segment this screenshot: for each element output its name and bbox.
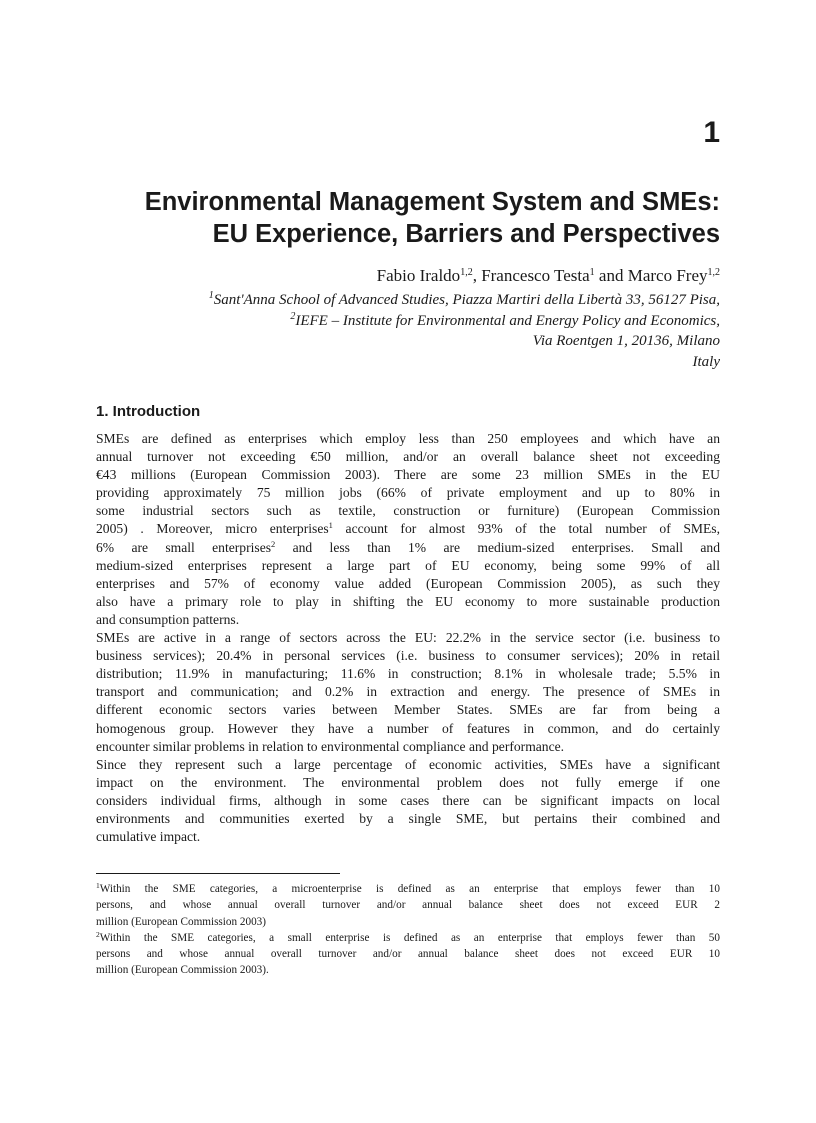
text-line: enterprises and 57% of economy value added (European Commission 2005), as such they	[96, 575, 720, 591]
section-heading: 1. Introduction	[96, 403, 201, 420]
author-3-name: and Marco Frey	[594, 266, 708, 285]
text-line: some industrial sectors such as textile, construction or furniture) (European Commission	[96, 503, 720, 519]
text-line: €43 millions (European Commission 2003). There are some 23 million SMEs in the EU	[96, 467, 720, 483]
footnote-1-mark: 1	[96, 881, 100, 890]
chapter-number: 1	[703, 116, 720, 149]
affiliation-1-text: Sant'Anna School of Advanced Studies, Piazza Martiri della Libertà 33, 56127 Pisa,	[213, 292, 720, 308]
text-line: impact on the environment. The environmental problem does not fully emerge if one	[96, 774, 720, 790]
text-segment: 6% are small enterprises	[96, 539, 272, 555]
footnote-1-line: million (European Commission 2003)	[96, 915, 266, 928]
text-line	[96, 539, 720, 557]
author-1-name: Fabio Iraldo	[376, 266, 461, 285]
text-line: providing approximately 75 million jobs (66% of private employment and up to 80% in	[96, 485, 720, 501]
text-line: medium-sized enterprises represent a large part of EU economy, being some 99% of all	[96, 557, 720, 573]
author-1-affiliation-mark: 1,2	[460, 267, 473, 278]
chapter-title-line-1: Environmental Management System and SMEs:	[144, 188, 720, 216]
text-line	[96, 520, 720, 538]
footnote-divider	[96, 873, 340, 874]
author-2-affiliation-mark: 1	[589, 267, 595, 278]
text-segment: 2005) . Moreover, micro enterprises	[96, 521, 329, 537]
author-2-name: , Francesco Testa	[472, 266, 590, 285]
affiliations	[96, 290, 720, 372]
text-line: cumulative impact.	[96, 829, 201, 845]
text-line: transport and communication; and 0.2% in extraction and energy. The presence of SMEs in	[96, 684, 720, 700]
text-line: business services); 20.4% in personal services (i.e. business to consumer services); 20% in retail	[96, 648, 720, 664]
body-text	[96, 430, 720, 846]
text-line: annual turnover not exceeding €50 million, and/or an overall balance sheet not exceeding	[96, 449, 720, 465]
text-segment: account for almost 93% of the total number of SMEs,	[332, 521, 720, 537]
footnote-2-line	[96, 930, 720, 946]
text-line: different economic sectors varies between Member States. SMEs are far from being a	[96, 702, 720, 718]
footnote-2-line: persons and whose annual overall turnover and/or annual balance sheet does not exceed EUR 10	[96, 948, 720, 961]
text-segment: and less than 1% are medium-sized enterprises. Small and	[275, 539, 720, 555]
text-line: Since they represent such a large percentage of economic activities, SMEs have a significant	[96, 756, 720, 772]
affiliation-2-address: Via Roentgen 1, 20136, Milano	[532, 333, 720, 349]
footnote-1-line	[96, 881, 720, 897]
text-line: distribution; 11.9% in manufacturing; 11.6% in construction; 8.1% in wholesale trade; 5.5% in	[96, 666, 720, 682]
affiliation-1-mark: 1	[208, 290, 214, 301]
document-page	[96, 0, 720, 1123]
author-3-affiliation-mark: 1,2	[707, 267, 720, 278]
text-line: also have a primary role to play in shifting the EU economy to more sustainable production	[96, 593, 720, 609]
footnote-text: Within the SME categories, a small enterprise is defined as an enterprise that employs fewer than 50	[99, 931, 720, 944]
text-line: and consumption patterns.	[96, 611, 240, 627]
text-line: SMEs are active in a range of sectors across the EU: 22.2% in the service sector (i.e. business to	[96, 630, 720, 646]
affiliation-2-mark: 2	[290, 310, 296, 322]
chapter-title-line-2: EU Experience, Barriers and Perspectives	[212, 220, 720, 248]
text-line: homogenous group. However they have a number of features in common, and do certainly	[96, 720, 720, 736]
affiliation-2-country: Italy	[692, 353, 720, 370]
text-line: considers individual firms, although in some cases there can be significant impacts on local	[96, 792, 720, 808]
affiliation-2	[96, 311, 720, 332]
text-line: SMEs are defined as enterprises which employ less than 250 employees and which have an	[96, 431, 720, 446]
footnote-1-line: persons, and whose annual overall turnover and/or annual balance sheet does not exceed EUR 2	[96, 899, 720, 912]
author-list	[377, 265, 720, 287]
footnote-ref-2: 2	[271, 538, 276, 549]
text-line: encounter similar problems in relation to environmental compliance and performance.	[96, 738, 565, 754]
footnote-ref-1: 1	[328, 520, 333, 531]
chapter-title	[96, 186, 720, 250]
affiliation-2-text: IEFE – Institute for Environmental and Energy Policy and Economics,	[295, 312, 720, 329]
footnotes	[96, 881, 720, 979]
text-line: environments and communities exerted by a single SME, but pertains their combined and	[96, 810, 720, 826]
footnote-2-mark: 2	[96, 929, 100, 939]
footnote-text: Within the SME categories, a microenterprise is defined as an enterprise that employs fewer than 10	[99, 883, 720, 895]
affiliation-1	[96, 290, 720, 311]
footnote-2-line: million (European Commission 2003).	[96, 964, 269, 977]
